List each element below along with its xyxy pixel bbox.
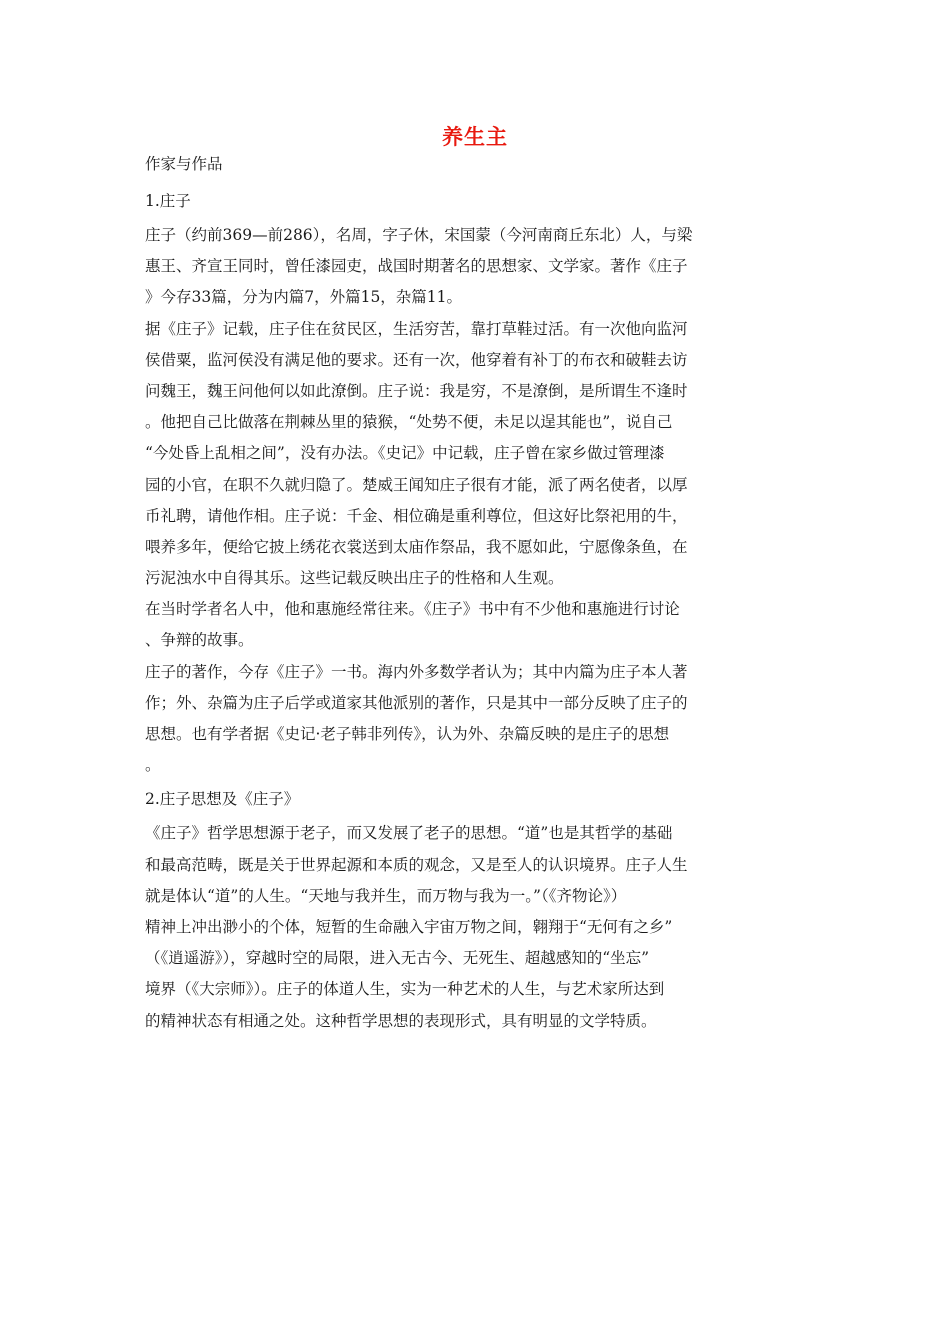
text-line: 思想。也有学者据《史记·老子韩非列传》，认为外、杂篇反映的是庄子的思想	[145, 725, 670, 743]
text-line: 。	[145, 756, 161, 775]
text-line: 精神上冲出渺小的个体，短暂的生命融入宇宙万物之间，翱翔于“无何有之乡”	[145, 917, 673, 936]
text-line: 庄子（约前369—前286），名周，字子休，宋国蒙（今河南商丘东北）人，与梁	[145, 226, 693, 244]
paragraph	[145, 594, 735, 656]
text-line: 在当时学者名人中，他和惠施经常往来。《庄子》书中有不少他和惠施进行讨论	[145, 600, 680, 619]
text-line: 喂养多年，便给它披上绣花衣裳送到太庙作祭品，我不愿如此，宁愿像条鱼，在	[145, 537, 688, 556]
text-line: 侯借粟，监河侯没有满足他的要求。还有一次，他穿着有补丁的布衣和破鞋去访	[145, 350, 688, 369]
paragraph	[145, 314, 735, 595]
text-line: 污泥浊水中自得其乐。这些记载反映出庄子的性格和人生观。	[145, 569, 564, 588]
paragraph	[145, 657, 735, 782]
text-line: 、争辩的故事。	[145, 631, 254, 650]
paragraph	[145, 818, 735, 1036]
text-line: 庄子的著作，今存《庄子》一书。海内外多数学者认为；其中内篇为庄子本人著	[145, 662, 688, 681]
heading-author-and-works: 作家与作品	[145, 155, 223, 173]
text-line: 园的小官，在职不久就归隐了。楚威王闻知庄子很有才能，派了两名使者，以厚	[145, 475, 688, 494]
text-line: （《逍遥游》），穿越时空的局限，进入无古今、无死生、超越感知的“坐忘”	[145, 949, 650, 968]
document-body	[145, 146, 735, 1037]
text-line: “今处昏上乱相之间”，没有办法。《史记》中记载，庄子曾在家乡做过管理漆	[145, 444, 665, 463]
section-2-heading: 2.庄子思想及《庄子》	[145, 790, 300, 809]
text-line: 的精神状态有相通之处。这种哲学思想的表现形式，具有明显的文学特质。	[145, 1011, 657, 1030]
text-line: 币礼聘，请他作相。庄子说：千金、相位确是重利尊位，但这好比祭祀用的牛，	[145, 506, 688, 525]
text-line: 。他把自己比做落在荆棘丛里的猿猴，“处势不便，未足以逞其能也”，说自己	[145, 413, 673, 432]
text-line: 就是体认“道”的人生。“天地与我并生，而万物与我为一。”（《齐物论》）	[145, 886, 627, 905]
text-line: 据《庄子》记载，庄子住在贫民区，生活穷苦，靠打草鞋过活。有一次他向监河	[145, 319, 688, 338]
text-line: 和最高范畴，既是关于世界起源和本质的观念，又是至人的认识境界。庄子人生	[145, 855, 688, 874]
section-1-heading: 1.庄子	[145, 192, 191, 210]
text-line: 》今存33篇，分为内篇7，外篇15，杂篇11。	[145, 288, 463, 307]
text-line: 问魏王，魏王问他何以如此潦倒。庄子说：我是穷，不是潦倒，是所谓生不逢时	[145, 381, 688, 400]
text-line: 境界（《大宗师》）。庄子的体道人生，实为一种艺术的人生，与艺术家所达到	[145, 980, 665, 999]
paragraph	[145, 220, 735, 314]
text-line: 作；外、杂篇为庄子后学或道家其他派别的著作，只是其中一部分反映了庄子的	[145, 693, 688, 712]
document-title: 养生主	[442, 125, 508, 149]
text-line: 《庄子》哲学思想源于老子，而又发展了老子的思想。“道”也是其哲学的基础	[145, 824, 673, 843]
text-line: 惠王、齐宣王同时，曾任漆园吏，战国时期著名的思想家、文学家。著作《庄子	[145, 257, 688, 276]
